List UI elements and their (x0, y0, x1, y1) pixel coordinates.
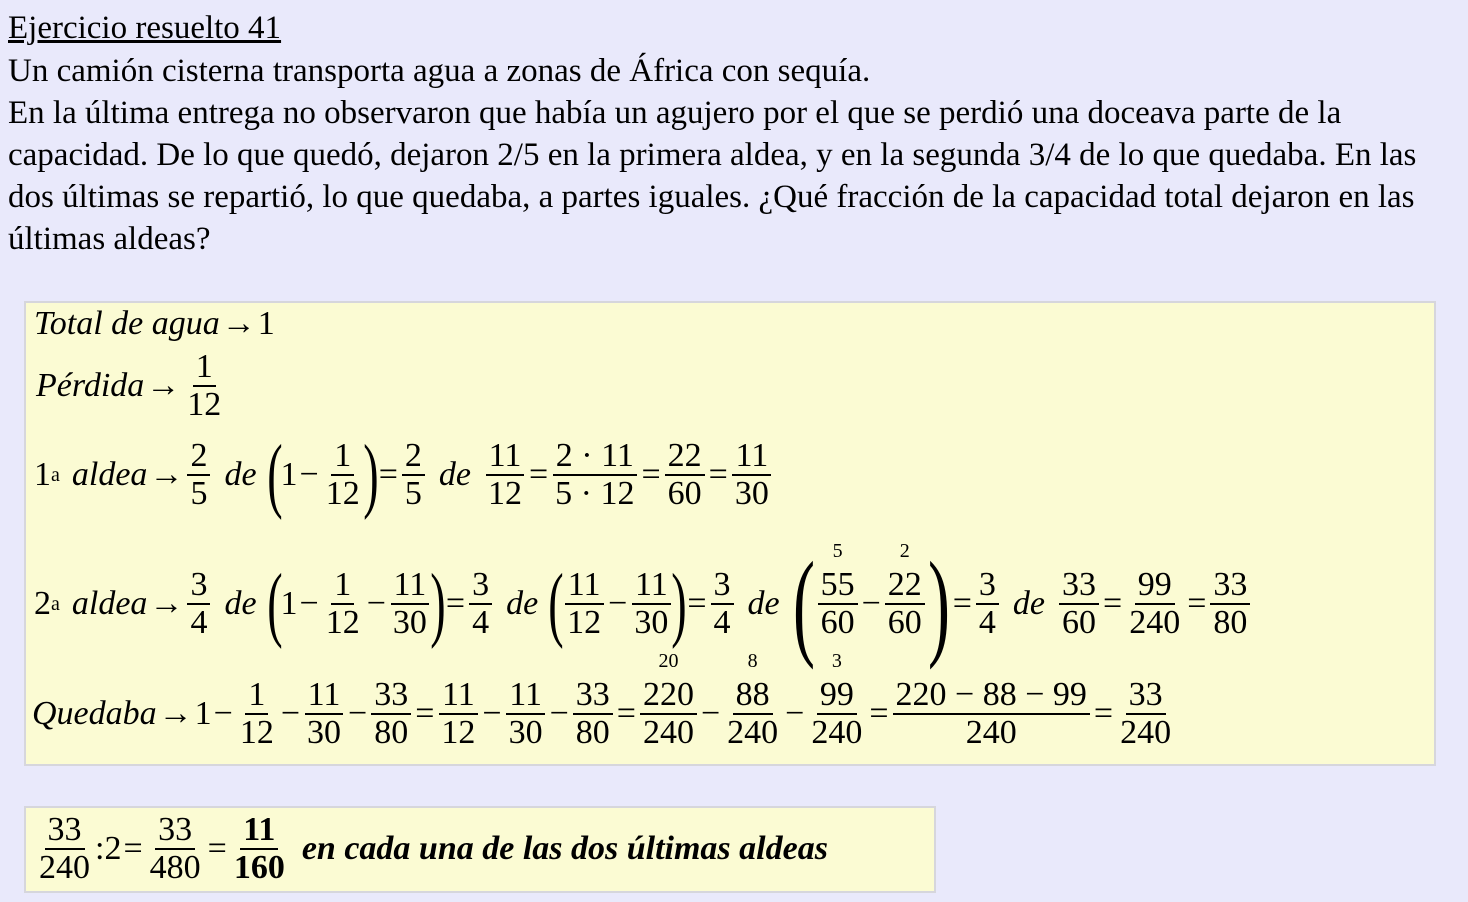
result-box (24, 806, 936, 893)
statement-line-1: Un camión cisterna transporta agua a zonas de África con sequía. (8, 53, 871, 89)
fraction: $\frac{33}{80}$ (1210, 567, 1250, 641)
fraction: $\frac{11}{12}$ (485, 438, 525, 512)
row-aldea-1: 1 a aldea → $\frac{2}{5}$ de ( 1 − $\frac{1}{12}$ ) = $\frac{2}{5}$ de $\frac{11}{12}$ = $\frac{2 \cdot 11}{5 \cdot 12}$ = $\frac{22}{60}$ = $\frac{11}{30}$ (34, 433, 774, 517)
row-quedaba: Quedaba → 1 − $\frac{1}{12}$ − $\frac{11}{30}$ − $\frac{33}{80}$ = $\frac{11}{12}$ − $\frac{11}{30}$ − $\frac{33}{80}$ = 20 220 240 − 8 88 240 − 3 99 240 = $\frac{220 - 88 - 99}{240}$ = $\frac{33}{240}$ (32, 677, 1176, 751)
fraction: $\frac{33}{80}$ (573, 677, 613, 751)
fraction: 20 220 240 (640, 677, 697, 751)
aldea-label: aldea (71, 585, 148, 622)
fraction: $\frac{3}{4}$ (469, 567, 492, 641)
fraction: 3 99 240 (808, 677, 865, 751)
row-result: $\frac{33}{240}$ :2 = $\frac{33}{480}$ = $\frac{11}{160}$ en cada una de las dos últimas aldeas (34, 812, 828, 886)
fraction: $\frac{11}{30}$ (304, 677, 344, 751)
result-text: en cada una de las dos últimas aldeas (301, 830, 828, 867)
fraction: $\frac{220 - 88 - 99}{240}$ (893, 677, 1090, 751)
fraction: 8 88 240 (724, 677, 781, 751)
fraction: $\frac{2 \cdot 11}{5 \cdot 12}$ (552, 438, 637, 512)
one: 1 (280, 456, 298, 493)
de-word: de (224, 456, 257, 493)
row-loss (36, 349, 226, 423)
solution-box (24, 301, 1436, 766)
aldea-number: 1 (34, 456, 51, 493)
fraction: $\frac{22}{60}$ (665, 438, 705, 512)
de-word: de (747, 585, 780, 622)
de-word: de (506, 585, 539, 622)
total-value: 1 (257, 305, 275, 342)
ordinal-mark: a (51, 463, 60, 486)
fraction: 2 22 60 (885, 567, 925, 641)
exercise-title: Ejercicio resuelto 41 (8, 10, 282, 46)
divide-by-two: :2 (95, 830, 122, 867)
arrow-symbol: → (158, 695, 193, 732)
left-paren: ( (266, 428, 283, 521)
fraction: $\frac{2}{5}$ (187, 438, 210, 512)
multiplier-mark: 8 (747, 650, 758, 672)
arrow-symbol: → (146, 367, 181, 404)
multiplier-mark: 2 (899, 540, 910, 562)
fraction: $\frac{1}{12}$ (239, 676, 274, 751)
arrow-symbol: → (149, 456, 184, 493)
fraction: $\frac{11}{30}$ (732, 438, 772, 512)
left-paren: ( (548, 557, 564, 650)
row-aldea-2: 2 a aldea → $\frac{3}{4}$ de ( 1 − $\frac{1}{12}$ − $\frac{11}{30}$ ) = $\frac{3}{4}$ de ( $\frac{11}{12}$ − $\frac{11}{30}$ ) = $\frac{3}{4}$ de ( 5 55 60 − 2 22 60 ) = $\frac{3}{4}$ de $\frac{33}{60}$ = $\frac{99}{240}$ = $\frac{33}{80}$ (34, 549, 1252, 659)
one: 1 (280, 585, 298, 622)
row-total (34, 305, 275, 343)
fraction: $\frac{11}{30}$ (506, 677, 546, 751)
de-word: de (438, 456, 471, 493)
de-word: de (1012, 585, 1045, 622)
fraction: $\frac{11}{30}$ (631, 567, 671, 641)
fraction: $\frac{11}{12}$ (438, 677, 478, 751)
left-paren: ( (266, 557, 283, 650)
right-paren: ) (671, 557, 688, 650)
fraction: $\frac{1}{12}$ (187, 348, 222, 423)
fraction: $\frac{99}{240}$ (1129, 566, 1181, 641)
de-word: de (224, 585, 257, 622)
final-fraction: $\frac{11}{160}$ (233, 811, 285, 886)
fraction: $\frac{1}{12}$ (325, 566, 360, 641)
fraction: $\frac{1}{12}$ (325, 437, 360, 512)
arrow-symbol: → (149, 585, 184, 622)
problem-statement (8, 50, 1463, 260)
statement-line-2: En la última entrega no observaron que había un agujero por el que se perdió una doceava parte de la capacidad. De lo que quedó, dejaron 2/5 en la primera aldea, y en la segunda 3/4 de lo que quedaba. En las dos últimas se repartió, lo que quedaba, a partes iguales. ¿Qué fracción de la capacidad total dejaron en las últimas aldeas? (8, 95, 1417, 257)
multiplier-mark: 20 (658, 650, 679, 672)
right-paren: ) (430, 557, 446, 650)
fraction: $\frac{33}{480}$ (149, 811, 201, 886)
total-label: Total de agua (34, 305, 220, 342)
fraction: $\frac{3}{4}$ (187, 567, 210, 641)
fraction: $\frac{3}{4}$ (711, 567, 734, 641)
aldea-number: 2 (34, 585, 51, 622)
fraction: $\frac{3}{4}$ (976, 567, 999, 641)
fraction: $\frac{2}{5}$ (402, 438, 425, 512)
multiplier-mark: 3 (831, 650, 842, 672)
fraction: $\frac{33}{240}$ (1120, 676, 1172, 751)
fraction: $\frac{33}{240}$ (39, 811, 90, 886)
loss-label: Pérdida (36, 367, 145, 404)
fraction: $\frac{33}{60}$ (1059, 567, 1099, 641)
fraction: 5 55 60 (818, 567, 858, 641)
fraction: $\frac{33}{80}$ (371, 677, 411, 751)
fraction: $\frac{11}{12}$ (564, 567, 604, 641)
left-paren: ( (792, 537, 815, 670)
one: 1 (194, 695, 212, 732)
aldea-label: aldea (71, 456, 148, 493)
fraction: $\frac{11}{30}$ (390, 567, 430, 641)
quedaba-label: Quedaba (32, 695, 157, 732)
arrow-symbol: → (221, 305, 256, 342)
right-paren: ) (927, 537, 950, 670)
multiplier-mark: 5 (832, 540, 843, 562)
ordinal-mark: a (51, 592, 60, 615)
right-paren: ) (362, 428, 379, 521)
